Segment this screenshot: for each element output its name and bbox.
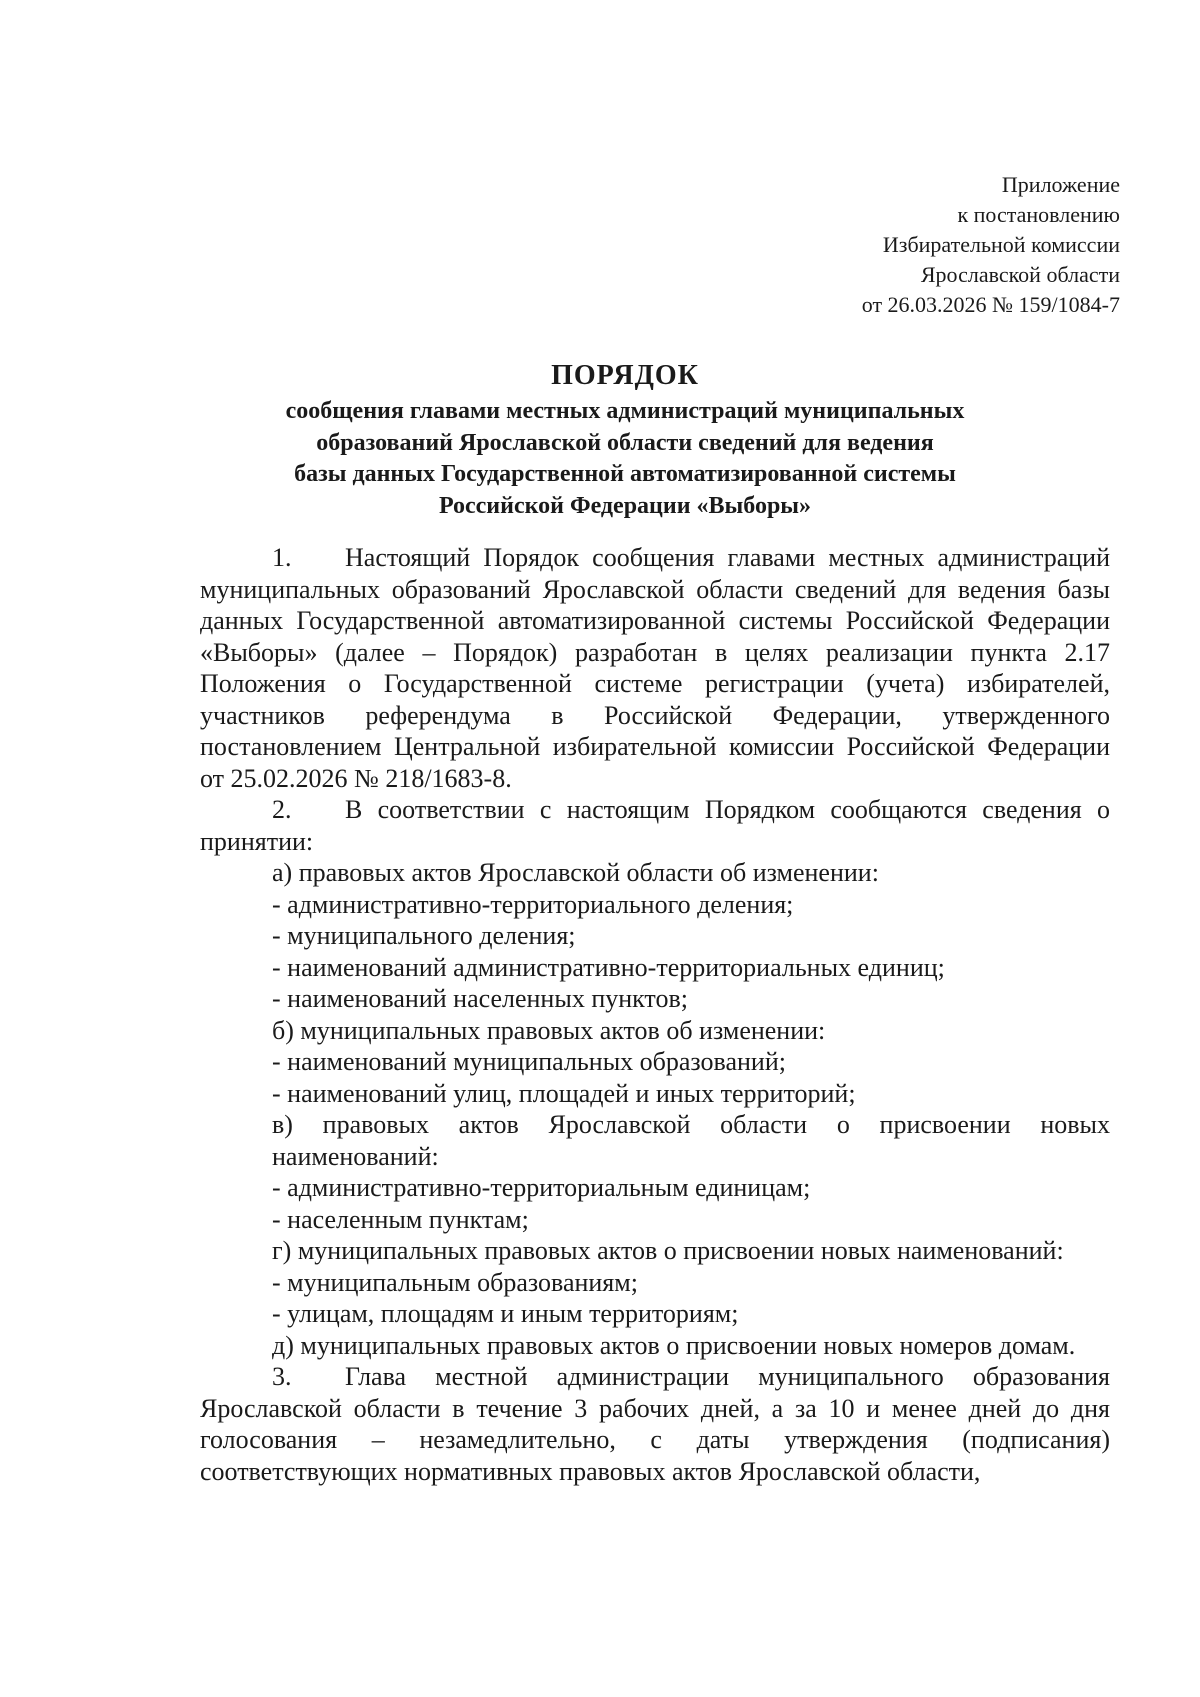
list-item: - населенным пунктам;: [272, 1204, 529, 1234]
appendix-line: Приложение: [1001, 172, 1120, 197]
list-item: - улицам, площадям и иным территориям;: [272, 1299, 739, 1328]
paragraph-1: [200, 542, 1110, 794]
paragraph-3: [200, 1361, 1110, 1487]
list-heading-a: а) правовых актов Ярославской области об изменении:: [272, 858, 879, 887]
title-line: Российской Федерации «Выборы»: [438, 492, 812, 519]
paragraph-number: 2.: [272, 795, 292, 824]
paragraph-text: Глава местной администрации муниципального образования Ярославской области в течение 3 рабочих дней, а за 10 и менее дней до дня голосования – незамедлительно, с даты утверждения (подписания) соответствующих нормативных правовых актов Ярославской области,: [200, 1362, 1110, 1486]
list-item: - наименований улиц, площадей и иных территорий;: [272, 1078, 856, 1108]
list-item: - наименований муниципальных образований;: [272, 1047, 786, 1076]
appendix-line: Ярославской области: [920, 262, 1120, 287]
paragraph-text: Настоящий Порядок сообщения главами местных администраций муниципальных образований Ярославской области сведений для ведения базы данных Государственной автоматизированной системы Российской Федерации «Выборы» (далее – Порядок) разработан в целях реализации пункта 2.17 Положения о Государственной системе регистрации (учета) избирателей, участников референдума в Российской Федерации, утвержденного постановлением Центральной избирательной комиссии Российской Федерации от 25.02.2026 № 218/1683-8.: [200, 543, 1110, 793]
paragraph-text: В соответствии с настоящим Порядком сообщаются сведения о принятии:: [200, 795, 1110, 856]
appendix-block: [862, 170, 1120, 320]
list-heading-g: г) муниципальных правовых актов о присвоении новых наименований:: [272, 1236, 1064, 1265]
paragraph-number: 1.: [272, 543, 292, 572]
list-item: - административно-территориального деления;: [272, 889, 794, 919]
list-item: - муниципальным образованиям;: [272, 1267, 638, 1297]
list-item: - наименований населенных пунктов;: [272, 984, 688, 1013]
appendix-line: Избирательной комиссии: [882, 232, 1120, 257]
appendix-date-number: от 26.03.2026 № 159/1084-7: [861, 292, 1120, 317]
paragraph-2: [200, 794, 1110, 857]
list-heading-b: б) муниципальных правовых актов об изменении:: [272, 1015, 826, 1045]
title-line: образований Ярославской области сведений для ведения: [316, 429, 934, 456]
title-line: сообщения главами местных администраций муниципальных: [285, 398, 965, 424]
list-item: - административно-территориальным единицам;: [272, 1173, 811, 1202]
list-item: - муниципального деления;: [272, 921, 576, 950]
title-heading: ПОРЯДОК: [551, 360, 699, 391]
document-title: [200, 356, 1050, 522]
paragraph-number: 3.: [272, 1362, 292, 1391]
list-item: - наименований административно-территориальных единиц;: [272, 952, 945, 982]
title-line: базы данных Государственной автоматизированной системы: [294, 461, 956, 487]
appendix-line: к постановлению: [957, 202, 1120, 227]
document-body: [200, 542, 1110, 1487]
list-heading-d: д) муниципальных правовых актов о присвоении новых номеров домам.: [272, 1330, 1076, 1360]
list-heading-v: в) правовых актов Ярославской области о присвоении новых наименований:: [272, 1110, 1110, 1171]
